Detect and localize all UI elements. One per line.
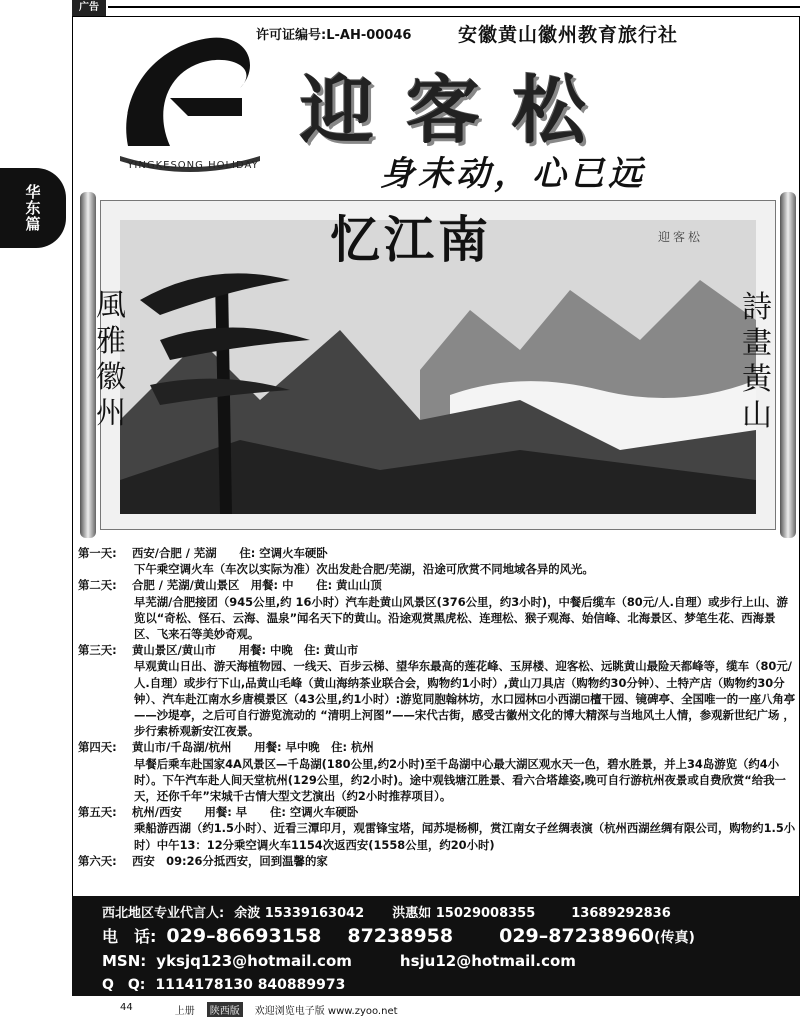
page-number: 44 bbox=[120, 1002, 133, 1013]
fax-note: (传真) bbox=[654, 930, 695, 946]
agent-1: 余波 15339163042 bbox=[234, 906, 365, 921]
day-label: 第六天: bbox=[78, 853, 117, 868]
ad-tag: 广告 bbox=[72, 0, 106, 16]
msn-2: hsju12@hotmail.com bbox=[399, 952, 576, 970]
brand-name: 迎客松 bbox=[300, 68, 618, 154]
day-heading: 西安/合肥 / 芜湖 住: 空调火车硬卧 bbox=[132, 546, 328, 560]
fax-number: 029–87238960 bbox=[499, 925, 655, 947]
agents-label: 西北地区专业代言人: bbox=[102, 906, 225, 921]
qq-numbers: 1114178130 840889973 bbox=[155, 977, 346, 993]
company-logo bbox=[110, 28, 270, 178]
day-2 bbox=[78, 577, 798, 642]
day-heading: 西安 09:26分抵西安，回到温馨的家 bbox=[132, 853, 328, 868]
agent-2-extra: 13689292836 bbox=[571, 906, 671, 921]
phone-label: 电 话: bbox=[102, 927, 157, 946]
day-1 bbox=[78, 545, 798, 577]
day-label: 第五天: bbox=[78, 805, 117, 820]
itinerary bbox=[78, 545, 798, 869]
msn-row bbox=[102, 952, 770, 974]
page-footer bbox=[120, 1002, 398, 1017]
day-5 bbox=[78, 804, 798, 853]
scroll-stamp: 迎客松 bbox=[658, 230, 704, 244]
day-6 bbox=[78, 853, 798, 869]
phone-1: 029–86693158 bbox=[166, 925, 322, 947]
day-heading: 杭州/西安 用餐: 早 住: 空调火车硬卧 bbox=[132, 805, 359, 820]
qq-label: Q Q: bbox=[102, 977, 146, 993]
poem-left: 風雅徽州 bbox=[96, 288, 126, 431]
day-label: 第一天: bbox=[78, 546, 117, 560]
poem-right: 詩畫黃山 bbox=[742, 290, 772, 433]
slogan: 身未动，心已远 bbox=[380, 154, 646, 194]
top-rule bbox=[108, 6, 800, 8]
msn-1: yksjq123@hotmail.com bbox=[156, 952, 352, 970]
msn-label: MSN: bbox=[102, 952, 147, 970]
edition-badge: 陕西版 bbox=[207, 1002, 243, 1017]
footer-promo: 欢迎浏览电子版 www.zyoo.net bbox=[254, 1006, 398, 1017]
day-4 bbox=[78, 739, 798, 804]
day-heading: 黄山景区/黄山市 用餐: 中晚 住: 黄山市 bbox=[132, 643, 359, 658]
qq-row bbox=[102, 974, 770, 994]
agent-2: 洪惠如 15029008355 bbox=[392, 906, 536, 921]
day-description: 乘船游西湖（约1.5小时）、近看三潭印月，观雷锋宝塔，闻苏堤杨柳，赏江南女子丝绸表演（杭州西湖丝绸有限公司，购物约1.5小时）中午13：12分乘空调火车1154次返西安(1558公里，约20小时) bbox=[134, 821, 796, 852]
phone-2: 87238958 bbox=[347, 925, 454, 947]
day-label: 第三天: bbox=[78, 643, 117, 658]
day-3 bbox=[78, 642, 798, 739]
day-description: 早餐后乘车赴国家4A风景区—千岛湖(180公里,约2小时)至千岛湖中心最大湖区观水天一色，碧水胜景，并上34岛游览（约4小时）。下午汽车赴人间天堂杭州(129公里，约2小时)。途中观钱塘江胜景、看六合塔雄姿,晚可自行游杭州夜景或自费欣赏“给我一天，还你千年”宋城千古情大型文艺演出（约2小时推荐项目）。 bbox=[134, 756, 786, 804]
phone-row bbox=[102, 924, 770, 952]
day-label: 第二天: bbox=[78, 578, 117, 593]
scroll-rod-left bbox=[80, 192, 96, 538]
section-tab-label: 华东篇 bbox=[23, 184, 42, 232]
scroll-rod-right bbox=[780, 192, 796, 538]
contact-panel bbox=[72, 896, 800, 996]
section-tab bbox=[0, 168, 66, 248]
license-number: 许可证编号:L-AH-00046 bbox=[256, 28, 412, 43]
scroll-title: 忆江南 bbox=[330, 210, 492, 269]
day-heading: 合肥 / 芜湖/黄山景区 用餐: 中 住: 黄山山顶 bbox=[132, 578, 382, 593]
company-name: 安徽黄山徽州教育旅行社 bbox=[458, 24, 679, 46]
logo-subtitle: YINGKESONG HOLIDAY bbox=[127, 160, 259, 171]
volume-label: 上册 bbox=[174, 1006, 195, 1017]
day-description: 下午乘空调火车（车次以实际为准）次出发赴合肥/芜湖，沿途可欣赏不同地域各异的风光。 bbox=[134, 562, 594, 577]
day-heading: 黄山市/千岛湖/杭州 用餐: 早中晚 住: 杭州 bbox=[132, 740, 374, 755]
agents-row bbox=[102, 902, 770, 924]
day-description: 早观黄山日出、游天海植物园、一线天、百步云梯、望华东最高的莲花峰、玉屏楼、迎客松、远眺黄山最险天都峰等，缆车（80元/人.自理）或步行下山,品黄山毛峰（黄山海纳茶业联合会，购物约1小时）,黄山刀具店（购物约30分钟）、土特产店（购物约30分钟）、汽车赴江南水乡唐模景区（43公里,约1小时）:游览同胞翰林坊，水口园林⊡小西湖⊡檀干园、镜碑亭、全国唯一的一座八角亭——沙堤亭，之后可自行游览流动的 “清明上河图”——宋代古街，感受古徽州文化的博大精深与当地风土人情，参观新世纪广场 ，步行索桥观新安江夜景。 bbox=[134, 659, 796, 739]
day-description: 早芜湖/合肥接团（945公里,约 16小时）汽车赴黄山风景区(376公里，约3小时)，中餐后缆车（80元/人.自理）或步行上山、游览以“奇松、怪石、云海、温泉”闻名天下的黄山。沿途观赏黑虎松、连理松、猴子观海、始信峰、北海景区、梦笔生花、西海景区、飞来石等美妙奇观。 bbox=[134, 594, 788, 642]
day-label: 第四天: bbox=[78, 740, 117, 755]
scroll-painting bbox=[80, 192, 796, 538]
